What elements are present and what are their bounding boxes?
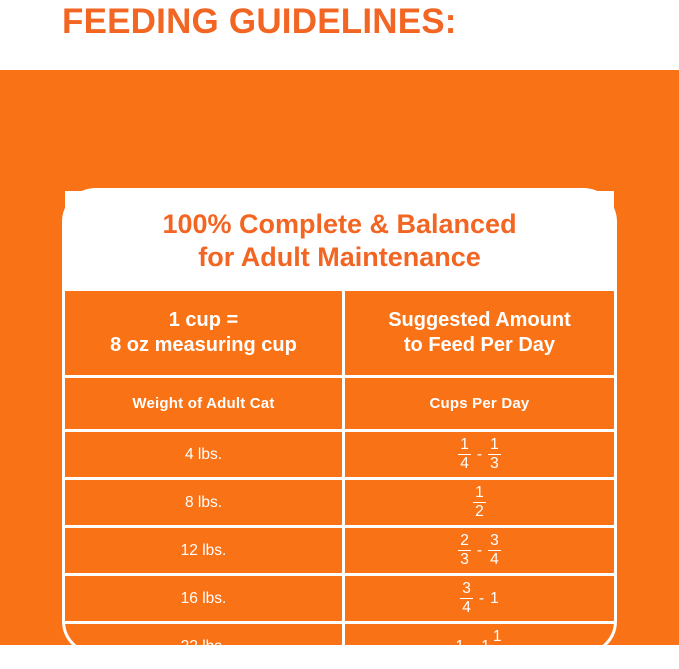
header-right-line-1: Suggested Amount [388,309,571,331]
table-row [65,573,614,621]
card-heading-line-1: 100% Complete & Balanced [162,209,517,240]
table-header-row [65,291,614,375]
cups-cell [345,432,614,477]
weight-value: 12 lbs. [180,541,227,559]
cups-cell [345,528,614,573]
page-title: FEEDING GUIDELINES: [62,2,457,41]
range-dash: - [476,445,483,463]
cups-value [473,485,486,520]
weight-value: 22 lbs. [180,637,227,655]
cups-value [460,581,498,616]
card-heading-line-2: for Adult Maintenance [198,242,481,272]
fraction-denominator: 3 [490,455,499,472]
weight-value: 16 lbs. [180,589,227,607]
cups-value [458,437,500,472]
orange-background-panel [0,70,679,664]
range-dash: - [478,589,485,607]
fraction [460,581,473,616]
subheader-cups-label: Cups Per Day [429,395,530,412]
fraction [473,485,486,520]
table-row [65,477,614,525]
fraction-denominator: 4 [462,599,471,616]
range-dash: - [470,637,476,655]
table-row [65,621,614,669]
weight-value: 8 lbs. [184,493,223,511]
fraction-numerator: 1 [490,436,499,454]
table-subheader-cell-left [65,378,345,429]
fraction-numerator: 1 [475,484,484,502]
fraction [458,533,471,568]
fraction-denominator: 4 [492,647,502,664]
weight-cell [65,432,345,477]
header-band [0,0,679,70]
weight-value: 4 lbs. [184,445,223,463]
header-left-line-1: 1 cup = [168,309,239,331]
fraction-denominator: 4 [460,455,469,472]
card-heading [65,191,614,291]
cups-cell [345,624,614,669]
mixed-whole: 1 [481,637,490,655]
fraction-numerator: 3 [490,532,499,550]
fraction [491,629,504,664]
cups-cell [345,576,614,621]
header-right-line-2: to Feed Per Day [403,334,556,356]
feeding-chart-card [62,188,617,664]
cups-value [455,629,503,664]
whole-number: 1 [490,589,499,607]
weight-cell [65,624,345,669]
table-header-cell-left [65,291,345,375]
fraction-denominator: 4 [490,551,499,568]
cups-cell [345,480,614,525]
fraction-numerator: 1 [460,436,469,454]
weight-cell [65,528,345,573]
mixed-number [481,629,503,664]
fraction-denominator: 3 [460,551,469,568]
table-subheader-row [65,375,614,429]
weight-cell [65,480,345,525]
range-dash: - [476,541,483,559]
feeding-table [65,291,614,664]
fraction-numerator: 3 [462,580,471,598]
table-header-cell-right [345,291,614,375]
header-left-line-2: 8 oz measuring cup [110,334,297,356]
fraction-numerator: 2 [460,532,469,550]
table-subheader-cell-right [345,378,614,429]
subheader-weight-label: Weight of Adult Cat [132,395,275,412]
fraction [488,437,501,472]
fraction [458,437,471,472]
weight-cell [65,576,345,621]
fraction-denominator: 2 [475,503,484,520]
whole-number: 1 [455,637,465,655]
table-row [65,429,614,477]
fraction [488,533,501,568]
table-row [65,525,614,573]
fraction-numerator: 1 [492,628,502,646]
cups-value [458,533,500,568]
